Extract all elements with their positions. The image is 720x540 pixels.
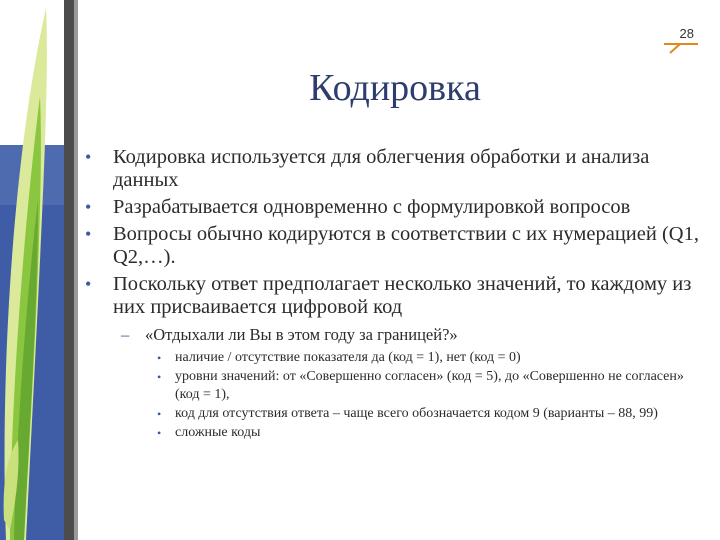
sub-sub-bullet-item: [85, 368, 700, 404]
sub-sub-bullet-text: уровни значений: от «Совершенно согласен» (код = 5), до «Совершенно не согласен» (код = 1),: [175, 369, 684, 402]
slide-body: [85, 146, 700, 443]
sub-bullet-text: «Отдыхали ли Вы в этом году за границей?»: [145, 325, 458, 344]
bullet-dot-icon: •: [157, 351, 162, 365]
bullet-dot-icon: •: [157, 407, 162, 421]
dash-marker: –: [121, 325, 130, 344]
bullet-dot-icon: •: [85, 224, 92, 244]
bullet-dot-icon: •: [157, 426, 162, 440]
sub-bullet-item: [85, 325, 700, 345]
bullet-text: Поскольку ответ предполагает несколько значений, то каждому из них присваивается цифровой код: [113, 273, 692, 318]
bullet-item: [85, 223, 700, 269]
bullet-dot-icon: •: [85, 147, 92, 167]
sub-sub-bullet-item: [85, 405, 700, 423]
slide-number-underline: [664, 42, 698, 54]
slide-title: Кодировка: [309, 67, 481, 109]
bullet-dot-icon: •: [85, 197, 92, 217]
sub-sub-bullet-text: сложные коды: [175, 425, 261, 440]
sub-sub-bullet-text: код для отсутствия ответа – чаще всего обозначается кодом 9 (варианты – 88, 99): [175, 406, 658, 421]
bullet-text: Разрабатывается одновременно с формулировкой вопросов: [113, 196, 631, 218]
sub-sub-bullet-item: [85, 349, 700, 367]
bullet-text: Кодировка используется для облегчения обработки и анализа данных: [113, 146, 650, 191]
decorative-sidebar: [0, 0, 80, 540]
bullet-dot-icon: •: [85, 274, 92, 294]
sub-sub-bullet-item: [85, 424, 700, 442]
bullet-item: [85, 146, 700, 192]
bullet-dot-icon: •: [157, 370, 162, 384]
sub-sub-bullet-text: наличие / отсутствие показателя да (код = 1), нет (код = 0): [175, 350, 521, 365]
slide-number: 28: [679, 26, 694, 41]
bullet-text: Вопросы обычно кодируются в соответствии с их нумерацией (Q1, Q2,…).: [113, 223, 699, 268]
bullet-item: [85, 273, 700, 319]
bullet-item: [85, 196, 700, 219]
